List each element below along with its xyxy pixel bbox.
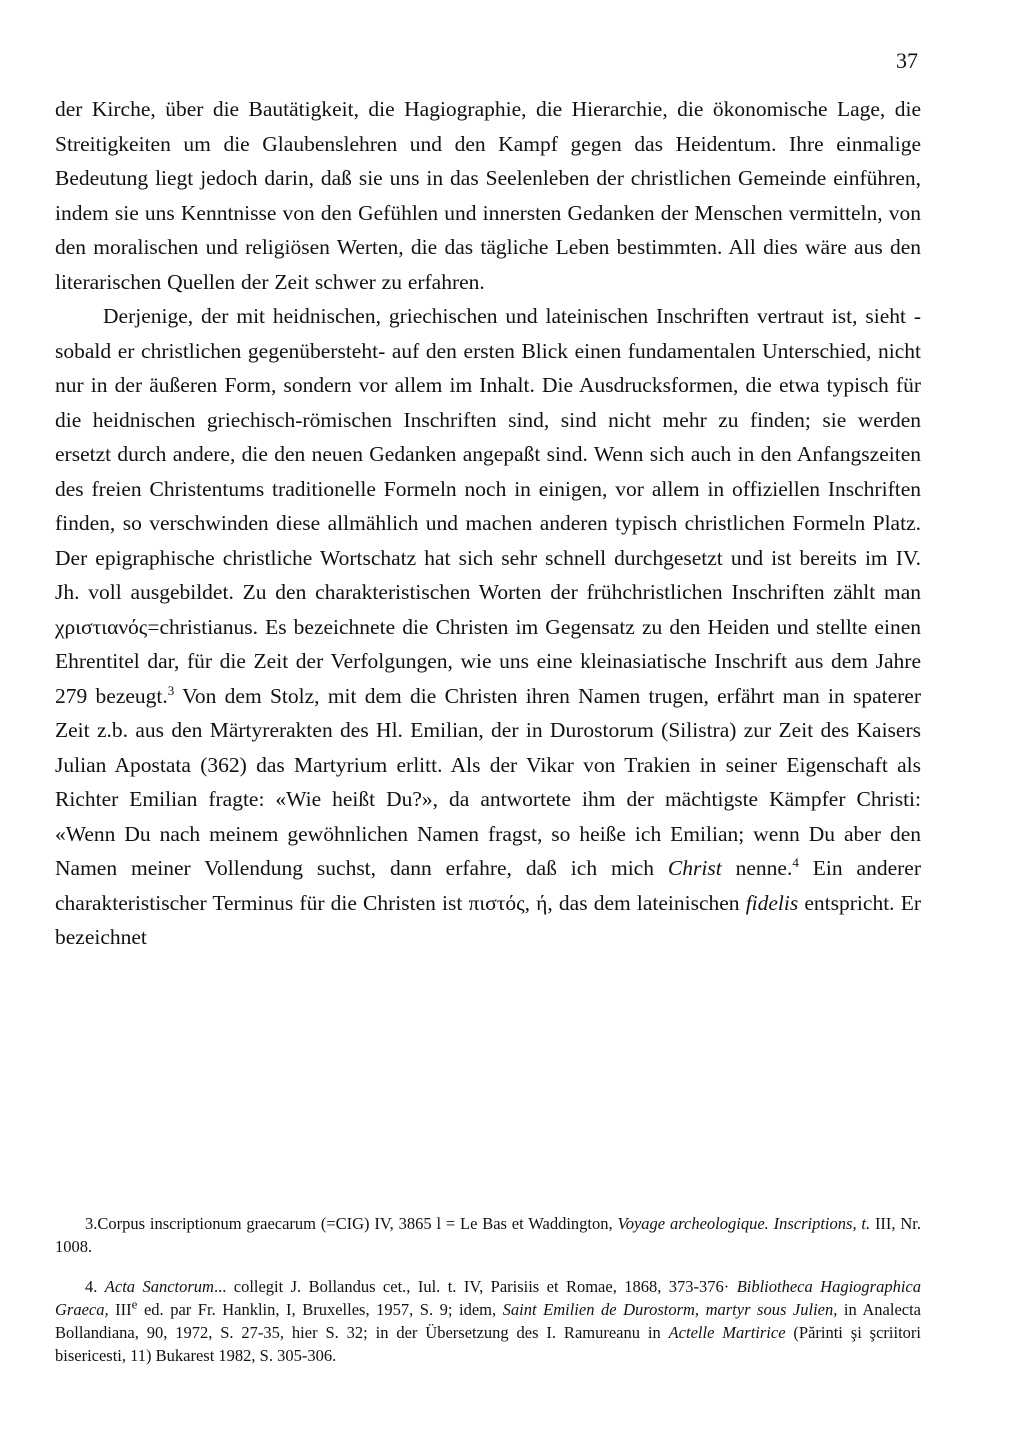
text-run: III, Nr. 1008. bbox=[55, 1214, 922, 1256]
text-run: Von dem Stolz, mit dem die Christen ihren Namen trugen, erfährt man in spaterer Zeit z.b. aus den Märtyrerakten des Hl. Emilian, der in Durostorum (Silistra) zur Zeit des Kaisers Julian Apostata (362) das Martyrium erlitt. Als der Vikar von Trakien in seiner Eigenschaft als Richter Emilian fragte: «Wie heißt Du?», da antwortete ihm der mächtigste Kämpfer Christi: «Wenn Du nach meinem gewöhnlichen Namen fragst, so heiße ich Emilian; wenn Du aber den Namen meiner Vollendung suchst, dann erfahre, daß ich mich bbox=[55, 683, 922, 880]
text-run: Ein anderer charakteristischer Terminus für die Christen ist πιστός, ή, das dem lateinischen bbox=[55, 856, 921, 915]
text-run: ... collegit J. Bollandus cet., Iul. t. IV, Parisiis et Romae, 1868, 373-376· bbox=[213, 1277, 737, 1296]
text-run: 3.Corpus inscriptionum graecarum (=CIG) IV, 3865 l = Le Bas et Waddington, bbox=[85, 1214, 618, 1233]
text-run: in Analecta Bollandiana, 90, 1972, S. 27-35, hier S. 32; in der Übersetzung des I. Ramureanu in bbox=[55, 1300, 922, 1342]
text-run: 4. bbox=[85, 1277, 105, 1296]
footnote-reference: 3 bbox=[167, 682, 175, 698]
text-run: Derjenige, der mit heidnischen, griechischen und lateinischen Inschriften vertraut ist, sieht -sobald er christlichen gegenübersteht- auf den ersten Blick einen fundamentalen Unterschied, nicht nur in der äußeren Form, sondern vor allem im Inhalt. Die Ausdrucksformen, die etwa typisch für die heidnischen griechisch-römischen Inschriften sind, sind nicht mehr zu finden; sie werden ersetzt durch andere, die den neuen Gedanken angepaßt sind. Wenn sich auch in den Anfangszeiten des freien Christentums traditionelle Formeln noch in einigen, vor allem in offiziellen Inschriften finden, so verschwinden diese allmählich und machen anderen typisch christlichen Formeln Platz. Der epigraphische christliche Wortschatz hat sich sehr schnell durchgesetzt und ist bereits im IV. Jh. voll ausgebildet. Zu den charakteristischen Worten der frühchristlichen Inschriften zählt man χριστιανός=christianus. Es bezeichnete die Christen im Gegensatz zu den Heiden und stellte einen Ehrentitel dar, für die Zeit der Verfolgungen, wie uns eine kleinasiatische Inschrift aus dem Jahre 279 bezeugt. bbox=[55, 304, 921, 708]
text-run: III bbox=[108, 1300, 132, 1319]
text-run: ed. par Fr. Hanklin, I, Bruxelles, 1957, S. 9; idem, bbox=[137, 1300, 503, 1319]
italic-text: Acta Sanctorum bbox=[104, 1277, 214, 1296]
paragraph-2 bbox=[55, 299, 921, 955]
paragraph-1 bbox=[55, 92, 921, 299]
text-run: (Părinti şi şcriitori bisericesti, 11) Bukarest 1982, S. 305-306. bbox=[55, 1323, 921, 1365]
body-text bbox=[55, 92, 921, 955]
italic-text: Saint Emilien de Durostorm, martyr sous Julien, bbox=[502, 1300, 838, 1319]
italic-text: Christ bbox=[667, 856, 722, 880]
italic-text: Actelle Martirice bbox=[668, 1323, 786, 1342]
text-run: der Kirche, über die Bautätigkeit, die Hagiographie, die Hierarchie, die ökonomische Lage, die Streitigkeiten um die Glaubenslehren und den Kampf gegen das Heidentum. Ihre einmalige Bedeutung liegt jedoch darin, daß sie uns in das Seelenleben der christlichen Gemeinde einführen, indem sie uns Kenntnisse von den Gefühlen und innersten Gedanken der Menschen vermitteln, von den moralischen und religiösen Werten, die das tägliche Leben bestimmten. All dies wäre aus den literarischen Quellen der Zeit schwer zu erfahren. bbox=[55, 97, 921, 294]
footnote-reference: 4 bbox=[792, 854, 799, 870]
footnotes bbox=[55, 1212, 921, 1367]
text-run: nenne. bbox=[721, 856, 793, 880]
italic-text: Voyage archeologique. Inscriptions, t. bbox=[617, 1214, 871, 1233]
text-run: entspricht. Er bezeichnet bbox=[55, 890, 921, 949]
page-number: 37 bbox=[896, 48, 918, 73]
italic-text: fidelis bbox=[745, 890, 799, 915]
footnote-3 bbox=[55, 1212, 921, 1258]
footnote-reference: e bbox=[131, 1296, 138, 1312]
italic-text: Bibliotheca Hagiographica Graeca, bbox=[55, 1277, 921, 1319]
footnote-4 bbox=[55, 1275, 921, 1367]
